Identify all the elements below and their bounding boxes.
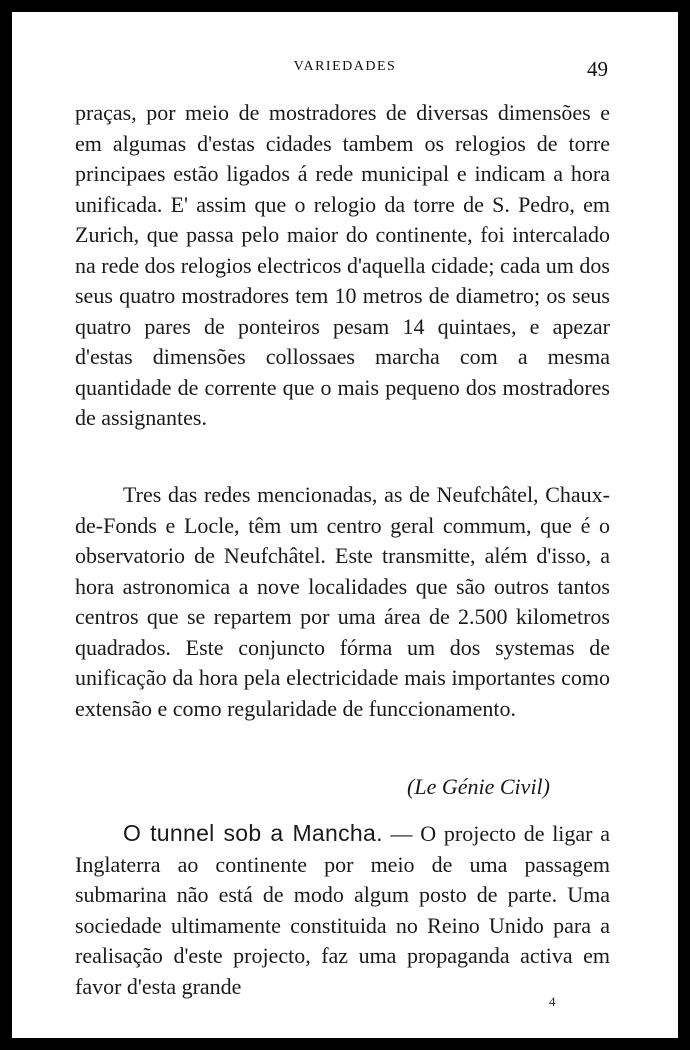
section-heading: O tunnel sob a Mancha. [123, 820, 383, 846]
paragraph-neufchatel: Tres das redes mencionadas, as de Neufchâtel, Chaux-de-Fonds e Locle, têm um centro geral commum, que é o observatorio de Neufchâtel. Este transmitte, além d'isso, a hora astronomica a nove localidades que são outros tantos centros que se repartem por uma área de 2.500 kilometros quadrados. Este conjuncto fórma um dos systemas de unificação da hora pela electricidade mais importantes como extensão e como regularidade de funccionamento. [75, 482, 610, 721]
book-page [12, 12, 678, 1038]
page-number: 49 [587, 57, 608, 81]
heading-dash: — [382, 821, 421, 846]
paragraph-tunnel-text: O projecto de ligar a Inglaterra ao continente por meio de uma passagem submarina não está de modo algum posto de parte. Uma sociedade ultimamente constituida no Reino Unido para a realisação d'este projecto, faz uma propaganda activa em favor d'esta grande [75, 821, 611, 999]
paragraph-tunnel [75, 818, 610, 1002]
paragraph-continued: praças, por meio de mostradores de diversas dimensões e em algumas d'estas cidades tambem os relogios de torre principaes estão ligados á rede municipal e indicam a hora unificada. E' assim que o relogio da torre de S. Pedro, em Zurich, que passa pelo maior do continente, foi intercalado na rede dos relogios electricos d'aquella cidade; cada um dos seus quatro mostradores tem 10 metros de diametro; os seus quatro pares de ponteiros pesam 14 quintaes, e apezar d'estas dimensões collossaes marcha com a mesma quantidade de corrente que o mais pequeno dos mostradores de assignantes. [75, 100, 610, 430]
signature-mark: 4 [549, 994, 556, 1009]
source-citation: (Le Génie Civil) [407, 774, 550, 799]
page-header [12, 57, 678, 87]
running-title: VARIEDADES [293, 59, 397, 74]
